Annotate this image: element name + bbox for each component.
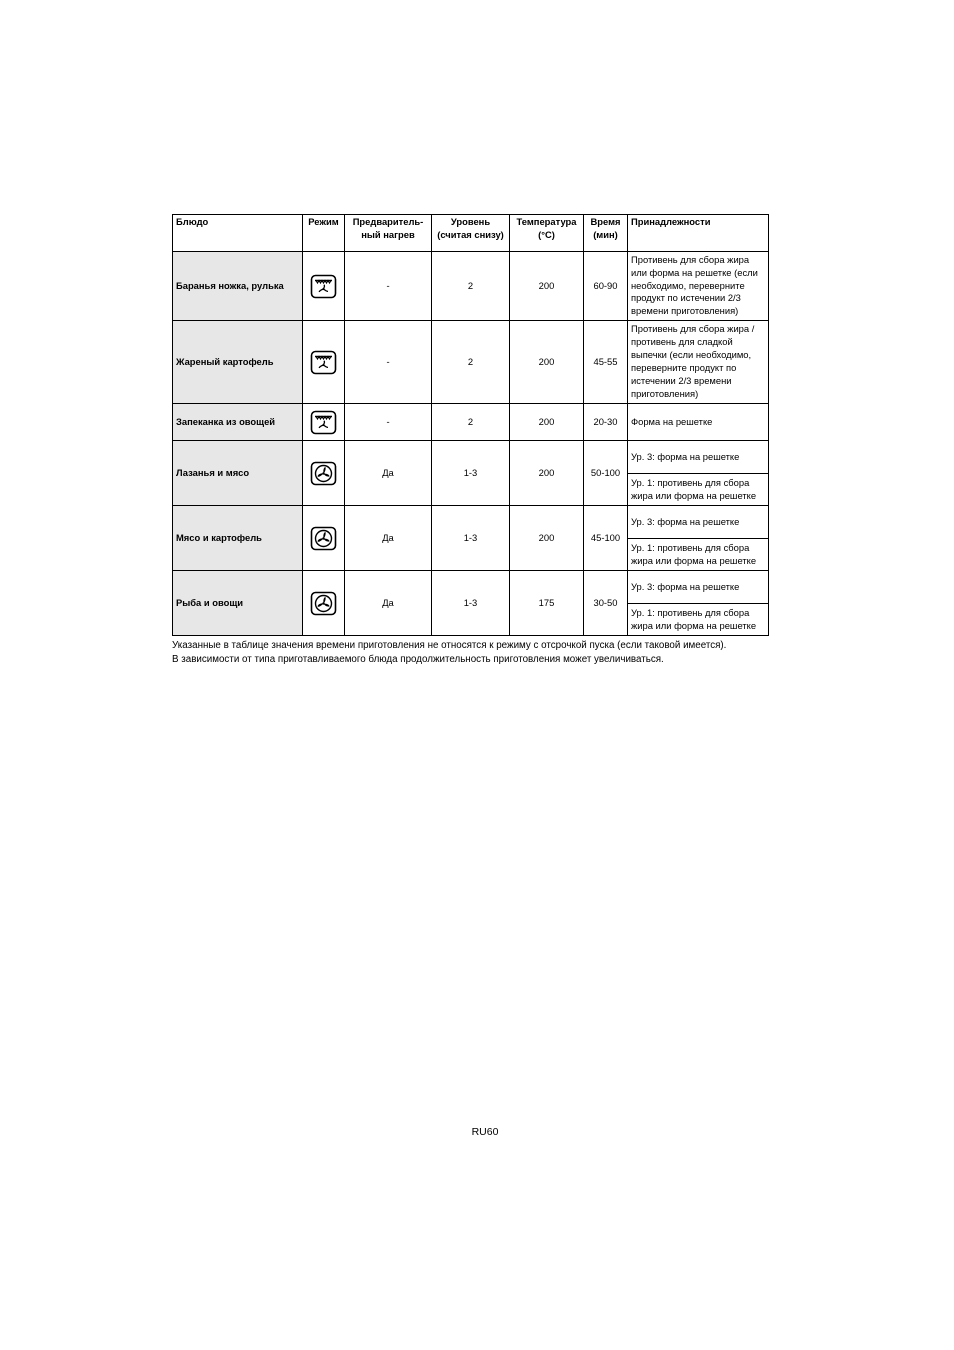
table-row [173,252,769,321]
dish-name: Рыба и овощи [173,571,303,636]
level-value: 2 [432,252,510,321]
accessories-level-1: Ур. 1: противень для сбора жира или форма на решетке [628,604,769,636]
time-value: 60-90 [584,252,628,321]
header-level: Уровень (считая снизу) [432,215,510,252]
dish-name: Жареный картофель [173,321,303,404]
temperature-value: 175 [510,571,584,636]
table-row [173,506,769,539]
header-accessories: Принадлежности [628,215,769,252]
temperature-value: 200 [510,441,584,506]
table-header-row [173,215,769,252]
accessories-level-1: Ур. 1: противень для сбора жира или форма на решетке [628,474,769,506]
accessories-level-3: Ур. 3: форма на решетке [628,441,769,474]
mode-cell [303,321,345,404]
cooking-table [172,214,769,636]
dish-name: Баранья ножка, рулька [173,252,303,321]
dish-name: Лазанья и мясо [173,441,303,506]
accessories-level-3: Ур. 3: форма на решетке [628,571,769,604]
convection-fan-icon [310,526,337,551]
convection-fan-icon [310,461,337,486]
page-number: RU60 [471,1126,499,1138]
header-time: Время (мин) [584,215,628,252]
preheat-value: - [345,252,432,321]
accessories-value: Противень для сбора жира или форма на решетке (если необходимо, переверните продукт по истечении 2/3 времени приготовления) [628,252,769,321]
mode-cell [303,571,345,636]
time-value: 20-30 [584,404,628,441]
preheat-value: Да [345,506,432,571]
footnote-line: Указанные в таблице значения времени приготовления не относятся к режиму с отсрочкой пуска (если таковой имеется). [172,640,727,651]
table-row [173,404,769,441]
dish-name: Запеканка из овощей [173,404,303,441]
preheat-value: Да [345,571,432,636]
grill-fan-icon [310,350,337,375]
table-row [173,441,769,474]
table-row [173,571,769,604]
mode-cell [303,506,345,571]
time-value: 45-55 [584,321,628,404]
accessories-value: Противень для сбора жира / противень для сладкой выпечки (если необходимо, переверните продукт по истечении 2/3 времени приготовления) [628,321,769,404]
grill-fan-icon [310,410,337,435]
preheat-value: - [345,404,432,441]
header-dish: Блюдо [173,215,303,252]
mode-cell [303,252,345,321]
accessories-value: Форма на решетке [628,404,769,441]
header-preheat: Предваритель-ный нагрев [345,215,432,252]
temperature-value: 200 [510,321,584,404]
table-footnote [172,639,792,667]
preheat-value: Да [345,441,432,506]
level-value: 2 [432,321,510,404]
accessories-level-1: Ур. 1: противень для сбора жира или форма на решетке [628,539,769,571]
temperature-value: 200 [510,404,584,441]
mode-cell [303,441,345,506]
time-value: 50-100 [584,441,628,506]
mode-cell [303,404,345,441]
convection-fan-icon [310,591,337,616]
table-row [173,321,769,404]
footnote-line: В зависимости от типа приготавливаемого блюда продолжительность приготовления может увеличиваться. [172,654,664,665]
level-value: 2 [432,404,510,441]
time-value: 30-50 [584,571,628,636]
dish-name: Мясо и картофель [173,506,303,571]
header-mode: Режим [303,215,345,252]
preheat-value: - [345,321,432,404]
header-temperature: Температура (°C) [510,215,584,252]
temperature-value: 200 [510,252,584,321]
level-value: 1-3 [432,506,510,571]
accessories-level-3: Ур. 3: форма на решетке [628,506,769,539]
grill-fan-icon [310,274,337,299]
temperature-value: 200 [510,506,584,571]
time-value: 45-100 [584,506,628,571]
level-value: 1-3 [432,571,510,636]
level-value: 1-3 [432,441,510,506]
